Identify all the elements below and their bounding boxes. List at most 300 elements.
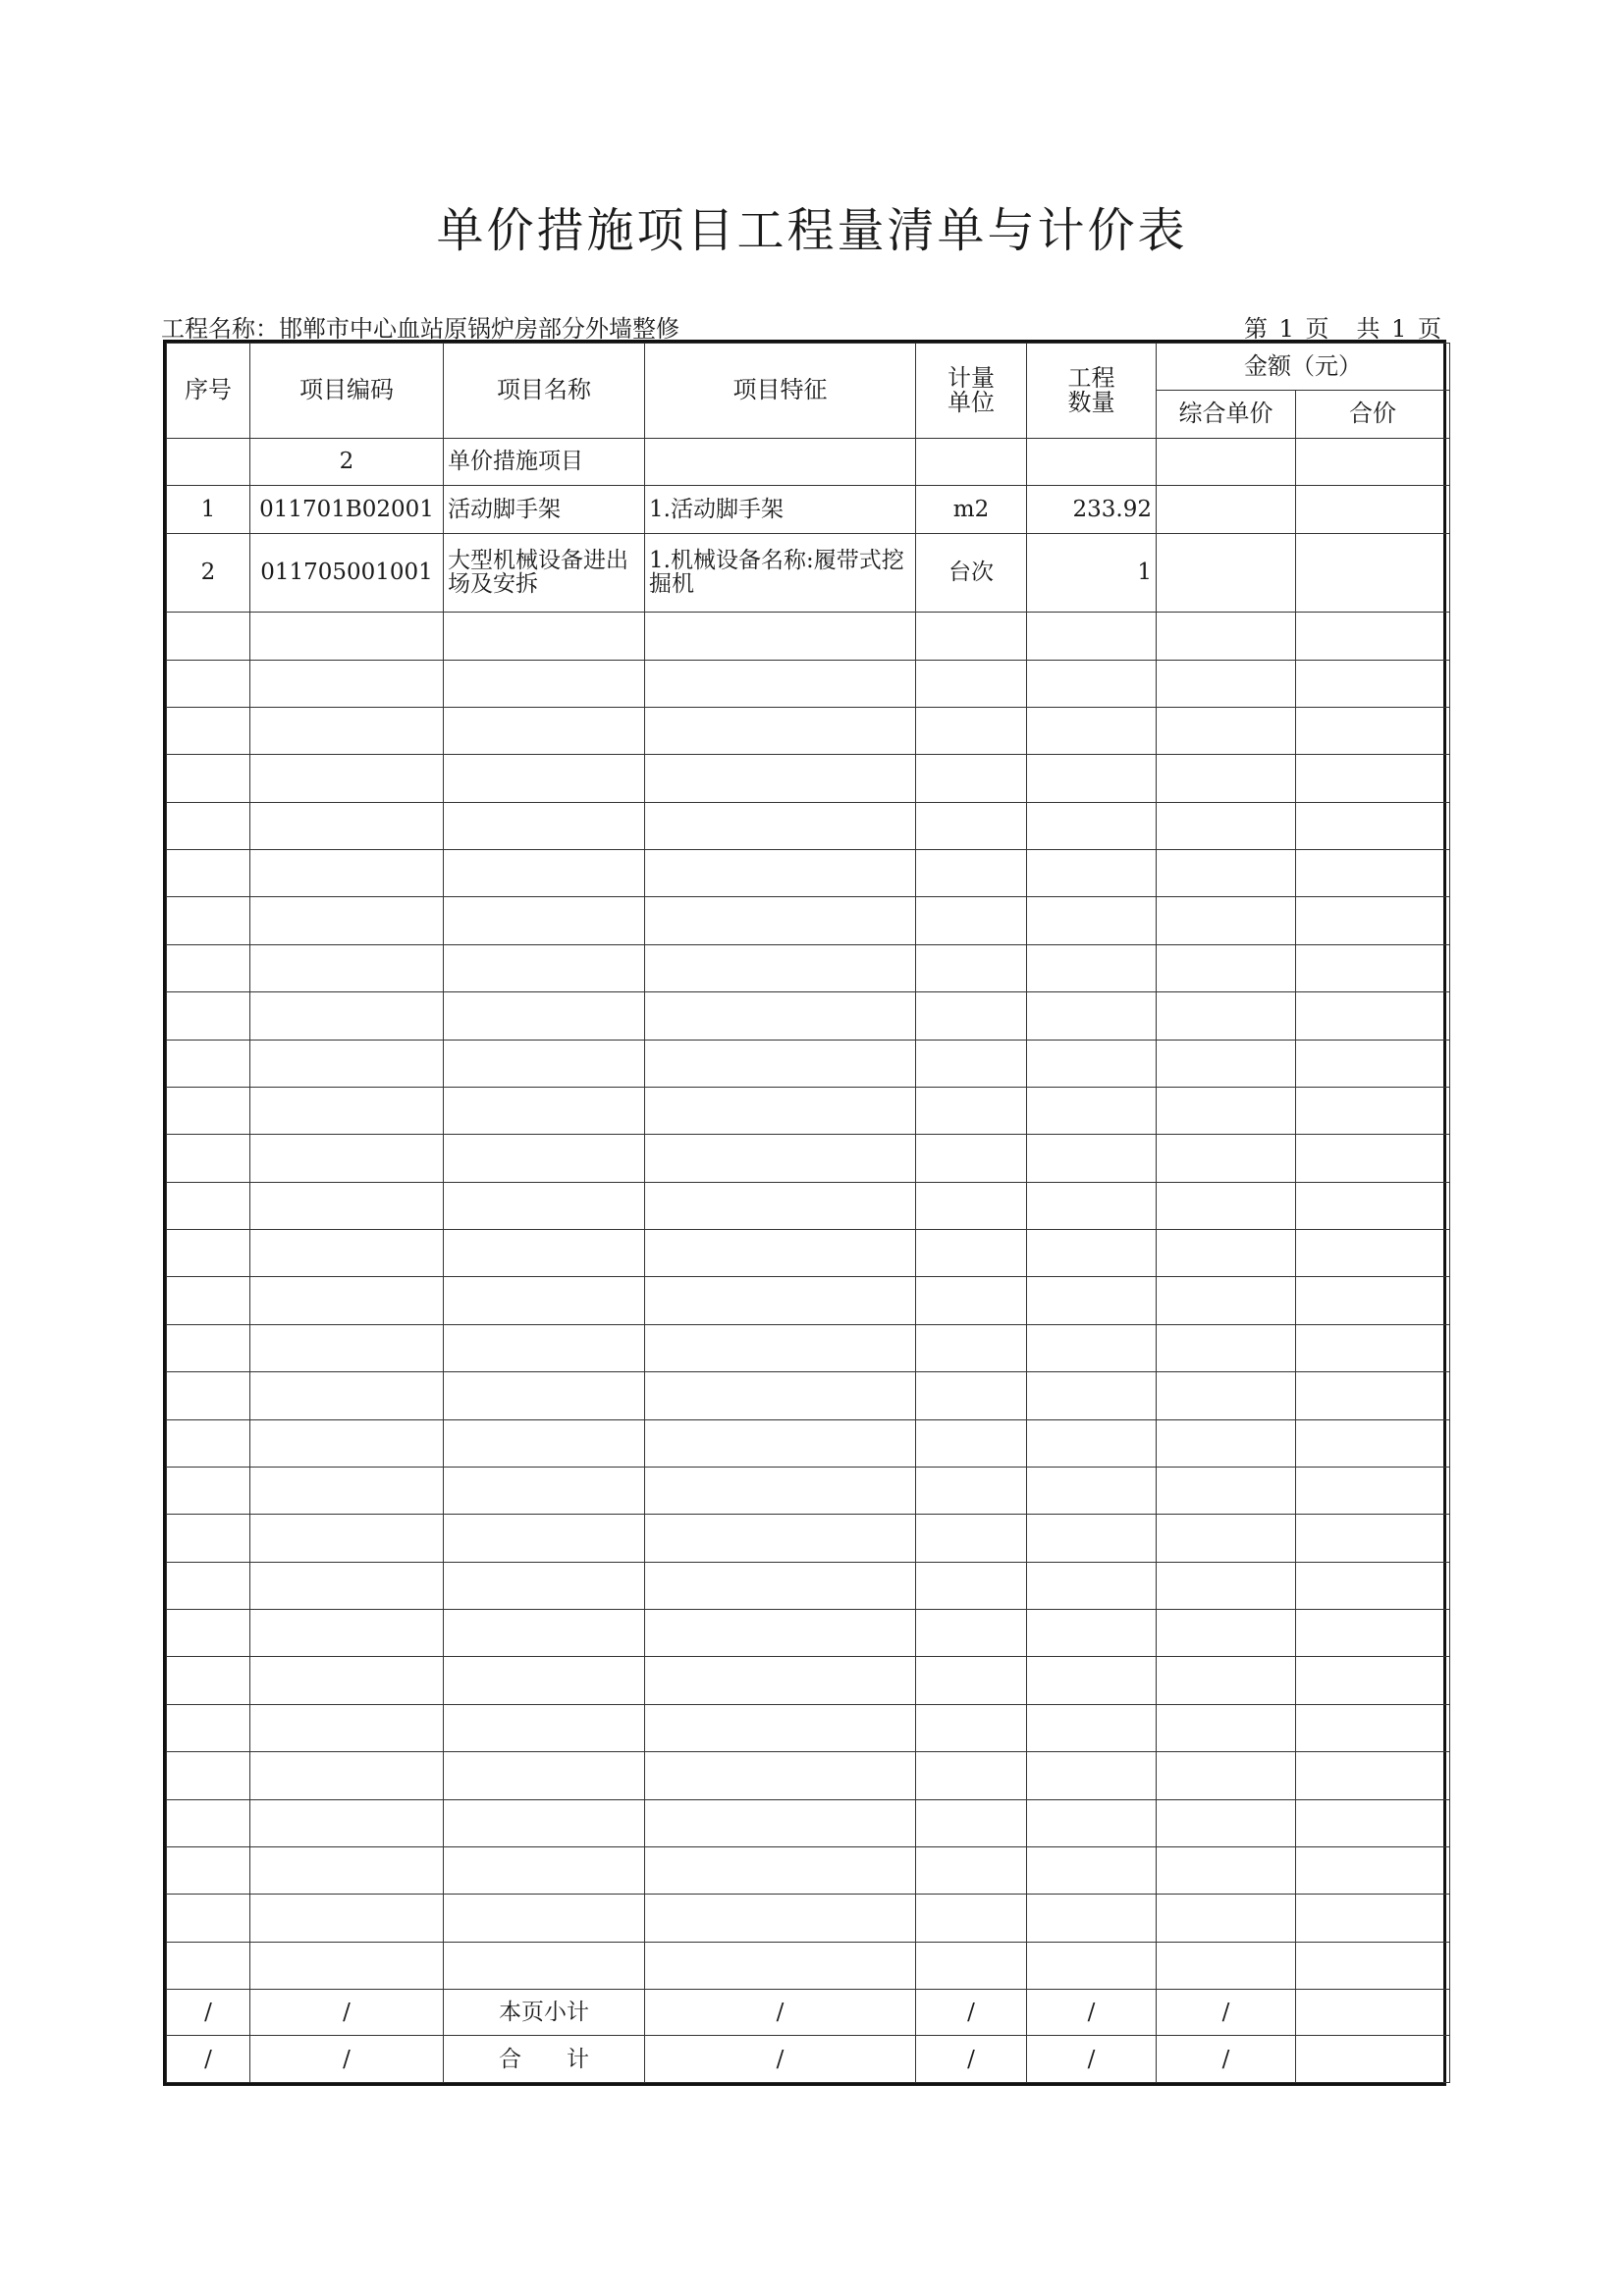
empty-cell [1027,802,1157,849]
empty-cell [250,1515,444,1562]
empty-cell [250,1657,444,1704]
empty-cell [250,1419,444,1467]
empty-row [167,1419,1450,1467]
cell-unit: / [916,1990,1027,2036]
empty-cell [916,850,1027,897]
empty-cell [916,1040,1027,1087]
empty-cell [916,1419,1027,1467]
empty-cell [916,1087,1027,1134]
empty-cell [250,1895,444,1942]
cell-total [1296,486,1450,533]
header-name: 项目名称 [444,344,645,439]
empty-cell [1157,613,1296,660]
empty-cell [250,1799,444,1846]
empty-cell [916,1704,1027,1751]
empty-cell [444,613,645,660]
empty-row [167,1230,1450,1277]
empty-cell [250,992,444,1040]
cell-qty: / [1027,1990,1157,2036]
empty-cell [167,707,250,754]
empty-cell [444,1135,645,1182]
empty-cell [916,1562,1027,1609]
empty-row [167,707,1450,754]
empty-cell [250,707,444,754]
empty-cell [1296,660,1450,707]
header-unit-price: 综合单价 [1157,391,1296,438]
empty-cell [1296,1895,1450,1942]
page-title: 单价措施项目工程量清单与计价表 [436,203,1188,258]
empty-cell [167,1040,250,1087]
empty-cell [916,755,1027,802]
empty-cell [1027,992,1157,1040]
empty-cell [1157,1324,1296,1371]
empty-cell [645,755,916,802]
cell-unit-price [1157,438,1296,485]
cell-name: 单价措施项目 [444,438,645,485]
cell-qty: 233.92 [1027,486,1157,533]
empty-cell [645,850,916,897]
empty-cell [167,897,250,944]
empty-cell [250,660,444,707]
empty-cell [1027,850,1157,897]
empty-cell [1296,1515,1450,1562]
empty-cell [444,1419,645,1467]
cell-seq: 1 [167,486,250,533]
cell-feature: 1.机械设备名称:履带式挖掘机 [645,533,916,613]
cell-code: / [250,1990,444,2036]
empty-cell [167,1657,250,1704]
cell-name: 本页小计 [444,1990,645,2036]
cell-code: 011705001001 [250,533,444,613]
empty-row [167,755,1450,802]
empty-cell [645,1182,916,1229]
empty-cell [1027,1230,1157,1277]
empty-row [167,897,1450,944]
empty-row [167,1610,1450,1657]
cell-code: 2 [250,438,444,485]
empty-cell [167,1704,250,1751]
empty-cell [916,660,1027,707]
empty-cell [167,850,250,897]
empty-cell [645,613,916,660]
empty-cell [250,1182,444,1229]
empty-cell [167,755,250,802]
empty-cell [444,707,645,754]
empty-cell [916,1799,1027,1846]
empty-cell [1157,660,1296,707]
cell-unit-price: / [1157,2036,1296,2083]
empty-cell [916,1657,1027,1704]
empty-cell [645,1895,916,1942]
empty-cell [1296,1657,1450,1704]
cell-feature: / [645,1990,916,2036]
empty-cell [645,707,916,754]
empty-cell [444,1562,645,1609]
subtotal-row [167,1990,1450,2036]
empty-cell [444,1372,645,1419]
empty-row [167,1467,1450,1514]
empty-cell [1157,1135,1296,1182]
empty-cell [645,1562,916,1609]
empty-cell [916,802,1027,849]
cell-seq: / [167,2036,250,2083]
empty-cell [1027,1895,1157,1942]
empty-cell [250,1324,444,1371]
header-qty: 工程数量 [1027,344,1157,439]
empty-cell [1296,1230,1450,1277]
empty-cell [167,1610,250,1657]
empty-cell [1157,1799,1296,1846]
empty-cell [1296,1799,1450,1846]
header-feature: 项目特征 [645,344,916,439]
empty-cell [1296,1846,1450,1894]
empty-cell [1027,1610,1157,1657]
empty-cell [1027,1942,1157,1989]
empty-cell [1157,1467,1296,1514]
empty-cell [645,1846,916,1894]
empty-cell [1157,755,1296,802]
empty-cell [1296,1704,1450,1751]
empty-cell [250,1942,444,1989]
header-row [167,344,1450,391]
empty-cell [916,1895,1027,1942]
table-row [167,533,1450,613]
cell-qty [1027,438,1157,485]
empty-row [167,850,1450,897]
empty-cell [1157,1752,1296,1799]
empty-cell [250,944,444,991]
empty-cell [645,1372,916,1419]
empty-cell [167,1419,250,1467]
cell-qty: 1 [1027,533,1157,613]
empty-cell [444,1087,645,1134]
empty-row [167,1846,1450,1894]
empty-cell [444,1515,645,1562]
empty-cell [916,707,1027,754]
empty-cell [645,1087,916,1134]
empty-cell [1296,1135,1450,1182]
pricing-table [166,343,1450,2083]
empty-cell [916,944,1027,991]
empty-cell [444,897,645,944]
empty-row [167,1324,1450,1371]
empty-cell [444,755,645,802]
empty-cell [1157,1562,1296,1609]
empty-row [167,1704,1450,1751]
empty-cell [1296,1942,1450,1989]
empty-cell [1296,1372,1450,1419]
empty-cell [167,1942,250,1989]
empty-cell [444,1942,645,1989]
empty-cell [645,1324,916,1371]
empty-row [167,1182,1450,1229]
empty-row [167,992,1450,1040]
empty-cell [444,1657,645,1704]
empty-cell [916,1277,1027,1324]
empty-row [167,1657,1450,1704]
cell-total [1296,438,1450,485]
empty-cell [1157,1087,1296,1134]
empty-cell [1027,1419,1157,1467]
empty-cell [1157,897,1296,944]
empty-cell [916,992,1027,1040]
empty-cell [250,1135,444,1182]
cell-unit [916,438,1027,485]
header-total: 合价 [1296,391,1450,438]
empty-cell [1157,1372,1296,1419]
header-amount: 金额（元） [1157,344,1450,391]
empty-cell [167,1562,250,1609]
empty-cell [444,1752,645,1799]
empty-cell [645,1704,916,1751]
empty-cell [1027,1515,1157,1562]
empty-cell [167,1799,250,1846]
empty-cell [645,1467,916,1514]
empty-row [167,1040,1450,1087]
empty-row [167,613,1450,660]
empty-cell [167,1277,250,1324]
empty-cell [645,1942,916,1989]
empty-cell [444,944,645,991]
empty-cell [444,1467,645,1514]
empty-cell [444,1182,645,1229]
empty-cell [1027,1846,1157,1894]
empty-cell [167,1752,250,1799]
empty-cell [1027,1372,1157,1419]
empty-cell [1027,613,1157,660]
empty-cell [1157,1230,1296,1277]
empty-cell [1157,1419,1296,1467]
empty-cell [1296,850,1450,897]
empty-cell [250,802,444,849]
empty-cell [1027,1562,1157,1609]
cell-total [1296,1990,1450,2036]
empty-cell [167,944,250,991]
empty-cell [1296,1324,1450,1371]
empty-cell [916,1515,1027,1562]
cell-unit: 台次 [916,533,1027,613]
cell-code: 011701B02001 [250,486,444,533]
empty-cell [444,1230,645,1277]
empty-cell [444,1610,645,1657]
empty-cell [1157,1657,1296,1704]
empty-cell [444,1704,645,1751]
empty-cell [645,1515,916,1562]
empty-cell [645,1419,916,1467]
cell-seq [167,438,250,485]
empty-cell [916,1942,1027,1989]
empty-cell [444,802,645,849]
table-row [167,486,1450,533]
empty-cell [444,1040,645,1087]
cell-unit-price: / [1157,1990,1296,2036]
project-name: 工程名称：邯郸市中心血站原锅炉房部分外墙整修 [161,315,679,343]
empty-cell [1027,1704,1157,1751]
cell-seq: / [167,1990,250,2036]
table-row [167,438,1450,485]
empty-cell [1296,992,1450,1040]
empty-cell [645,660,916,707]
empty-cell [444,1895,645,1942]
empty-cell [1027,897,1157,944]
empty-cell [1296,755,1450,802]
cell-name: 合 计 [444,2036,645,2083]
empty-cell [645,1277,916,1324]
empty-cell [645,1040,916,1087]
empty-cell [645,1799,916,1846]
empty-cell [444,850,645,897]
empty-cell [167,1087,250,1134]
empty-cell [444,1324,645,1371]
empty-cell [1027,755,1157,802]
cell-unit: m2 [916,486,1027,533]
empty-cell [1296,1040,1450,1087]
cell-qty: / [1027,2036,1157,2083]
empty-cell [1157,1942,1296,1989]
cell-unit-price [1157,486,1296,533]
empty-cell [1296,944,1450,991]
empty-cell [1027,944,1157,991]
empty-cell [1296,1419,1450,1467]
empty-cell [250,1846,444,1894]
cell-code: / [250,2036,444,2083]
empty-cell [1027,1182,1157,1229]
empty-cell [645,1752,916,1799]
empty-row [167,1562,1450,1609]
empty-cell [1027,707,1157,754]
empty-cell [916,1610,1027,1657]
empty-cell [645,1135,916,1182]
empty-cell [250,1467,444,1514]
empty-cell [1157,707,1296,754]
empty-cell [250,1752,444,1799]
empty-row [167,944,1450,991]
empty-cell [444,1846,645,1894]
empty-cell [916,1372,1027,1419]
empty-cell [916,1752,1027,1799]
empty-cell [250,850,444,897]
empty-cell [1027,1324,1157,1371]
empty-cell [167,1182,250,1229]
empty-cell [1296,1467,1450,1514]
cell-total [1296,2036,1450,2083]
empty-cell [167,1135,250,1182]
empty-row [167,660,1450,707]
cell-feature [645,438,916,485]
header-seq: 序号 [167,344,250,439]
empty-cell [645,944,916,991]
empty-cell [916,1135,1027,1182]
empty-cell [645,1230,916,1277]
empty-cell [916,1467,1027,1514]
header-unit: 计量单位 [916,344,1027,439]
empty-cell [1296,1610,1450,1657]
empty-cell [1027,1277,1157,1324]
empty-cell [1157,1182,1296,1229]
empty-row [167,1895,1450,1942]
empty-cell [167,1895,250,1942]
empty-cell [1296,613,1450,660]
empty-cell [645,1610,916,1657]
empty-row [167,1752,1450,1799]
empty-cell [916,1182,1027,1229]
empty-cell [250,1040,444,1087]
cell-name: 大型机械设备进出场及安拆 [444,533,645,613]
empty-cell [645,897,916,944]
empty-cell [250,1372,444,1419]
empty-cell [167,1324,250,1371]
empty-cell [1296,707,1450,754]
cell-feature: 1.活动脚手架 [645,486,916,533]
empty-cell [1157,1895,1296,1942]
empty-cell [1157,1610,1296,1657]
empty-cell [1296,1562,1450,1609]
cell-name: 活动脚手架 [444,486,645,533]
empty-cell [1027,1135,1157,1182]
empty-cell [916,897,1027,944]
cell-unit-price [1157,533,1296,613]
empty-cell [1027,1087,1157,1134]
cell-seq: 2 [167,533,250,613]
empty-cell [250,613,444,660]
empty-cell [167,613,250,660]
cell-feature: / [645,2036,916,2083]
grand-total-row [167,2036,1450,2083]
empty-cell [916,1846,1027,1894]
empty-cell [1157,802,1296,849]
empty-cell [1157,1846,1296,1894]
empty-cell [1027,1467,1157,1514]
empty-row [167,1372,1450,1419]
empty-cell [1157,944,1296,991]
empty-row [167,1135,1450,1182]
empty-cell [444,1277,645,1324]
empty-cell [1296,1277,1450,1324]
empty-cell [167,1846,250,1894]
empty-cell [167,992,250,1040]
empty-cell [167,802,250,849]
empty-row [167,802,1450,849]
cell-total [1296,533,1450,613]
empty-cell [250,1562,444,1609]
empty-cell [444,992,645,1040]
empty-cell [167,1230,250,1277]
empty-cell [1157,850,1296,897]
empty-cell [167,1372,250,1419]
empty-row [167,1277,1450,1324]
empty-cell [250,897,444,944]
empty-cell [250,755,444,802]
empty-row [167,1799,1450,1846]
empty-cell [1027,1752,1157,1799]
page-indicator: 第 1 页 共 1 页 [1243,315,1443,343]
empty-cell [1157,1704,1296,1751]
empty-cell [645,992,916,1040]
empty-cell [444,1799,645,1846]
empty-cell [250,1704,444,1751]
empty-cell [1157,1277,1296,1324]
empty-cell [1157,992,1296,1040]
empty-cell [1157,1040,1296,1087]
empty-row [167,1087,1450,1134]
empty-cell [167,1515,250,1562]
empty-cell [250,1230,444,1277]
empty-row [167,1942,1450,1989]
empty-cell [916,1230,1027,1277]
empty-cell [1027,1040,1157,1087]
cell-unit: / [916,2036,1027,2083]
empty-cell [1296,802,1450,849]
